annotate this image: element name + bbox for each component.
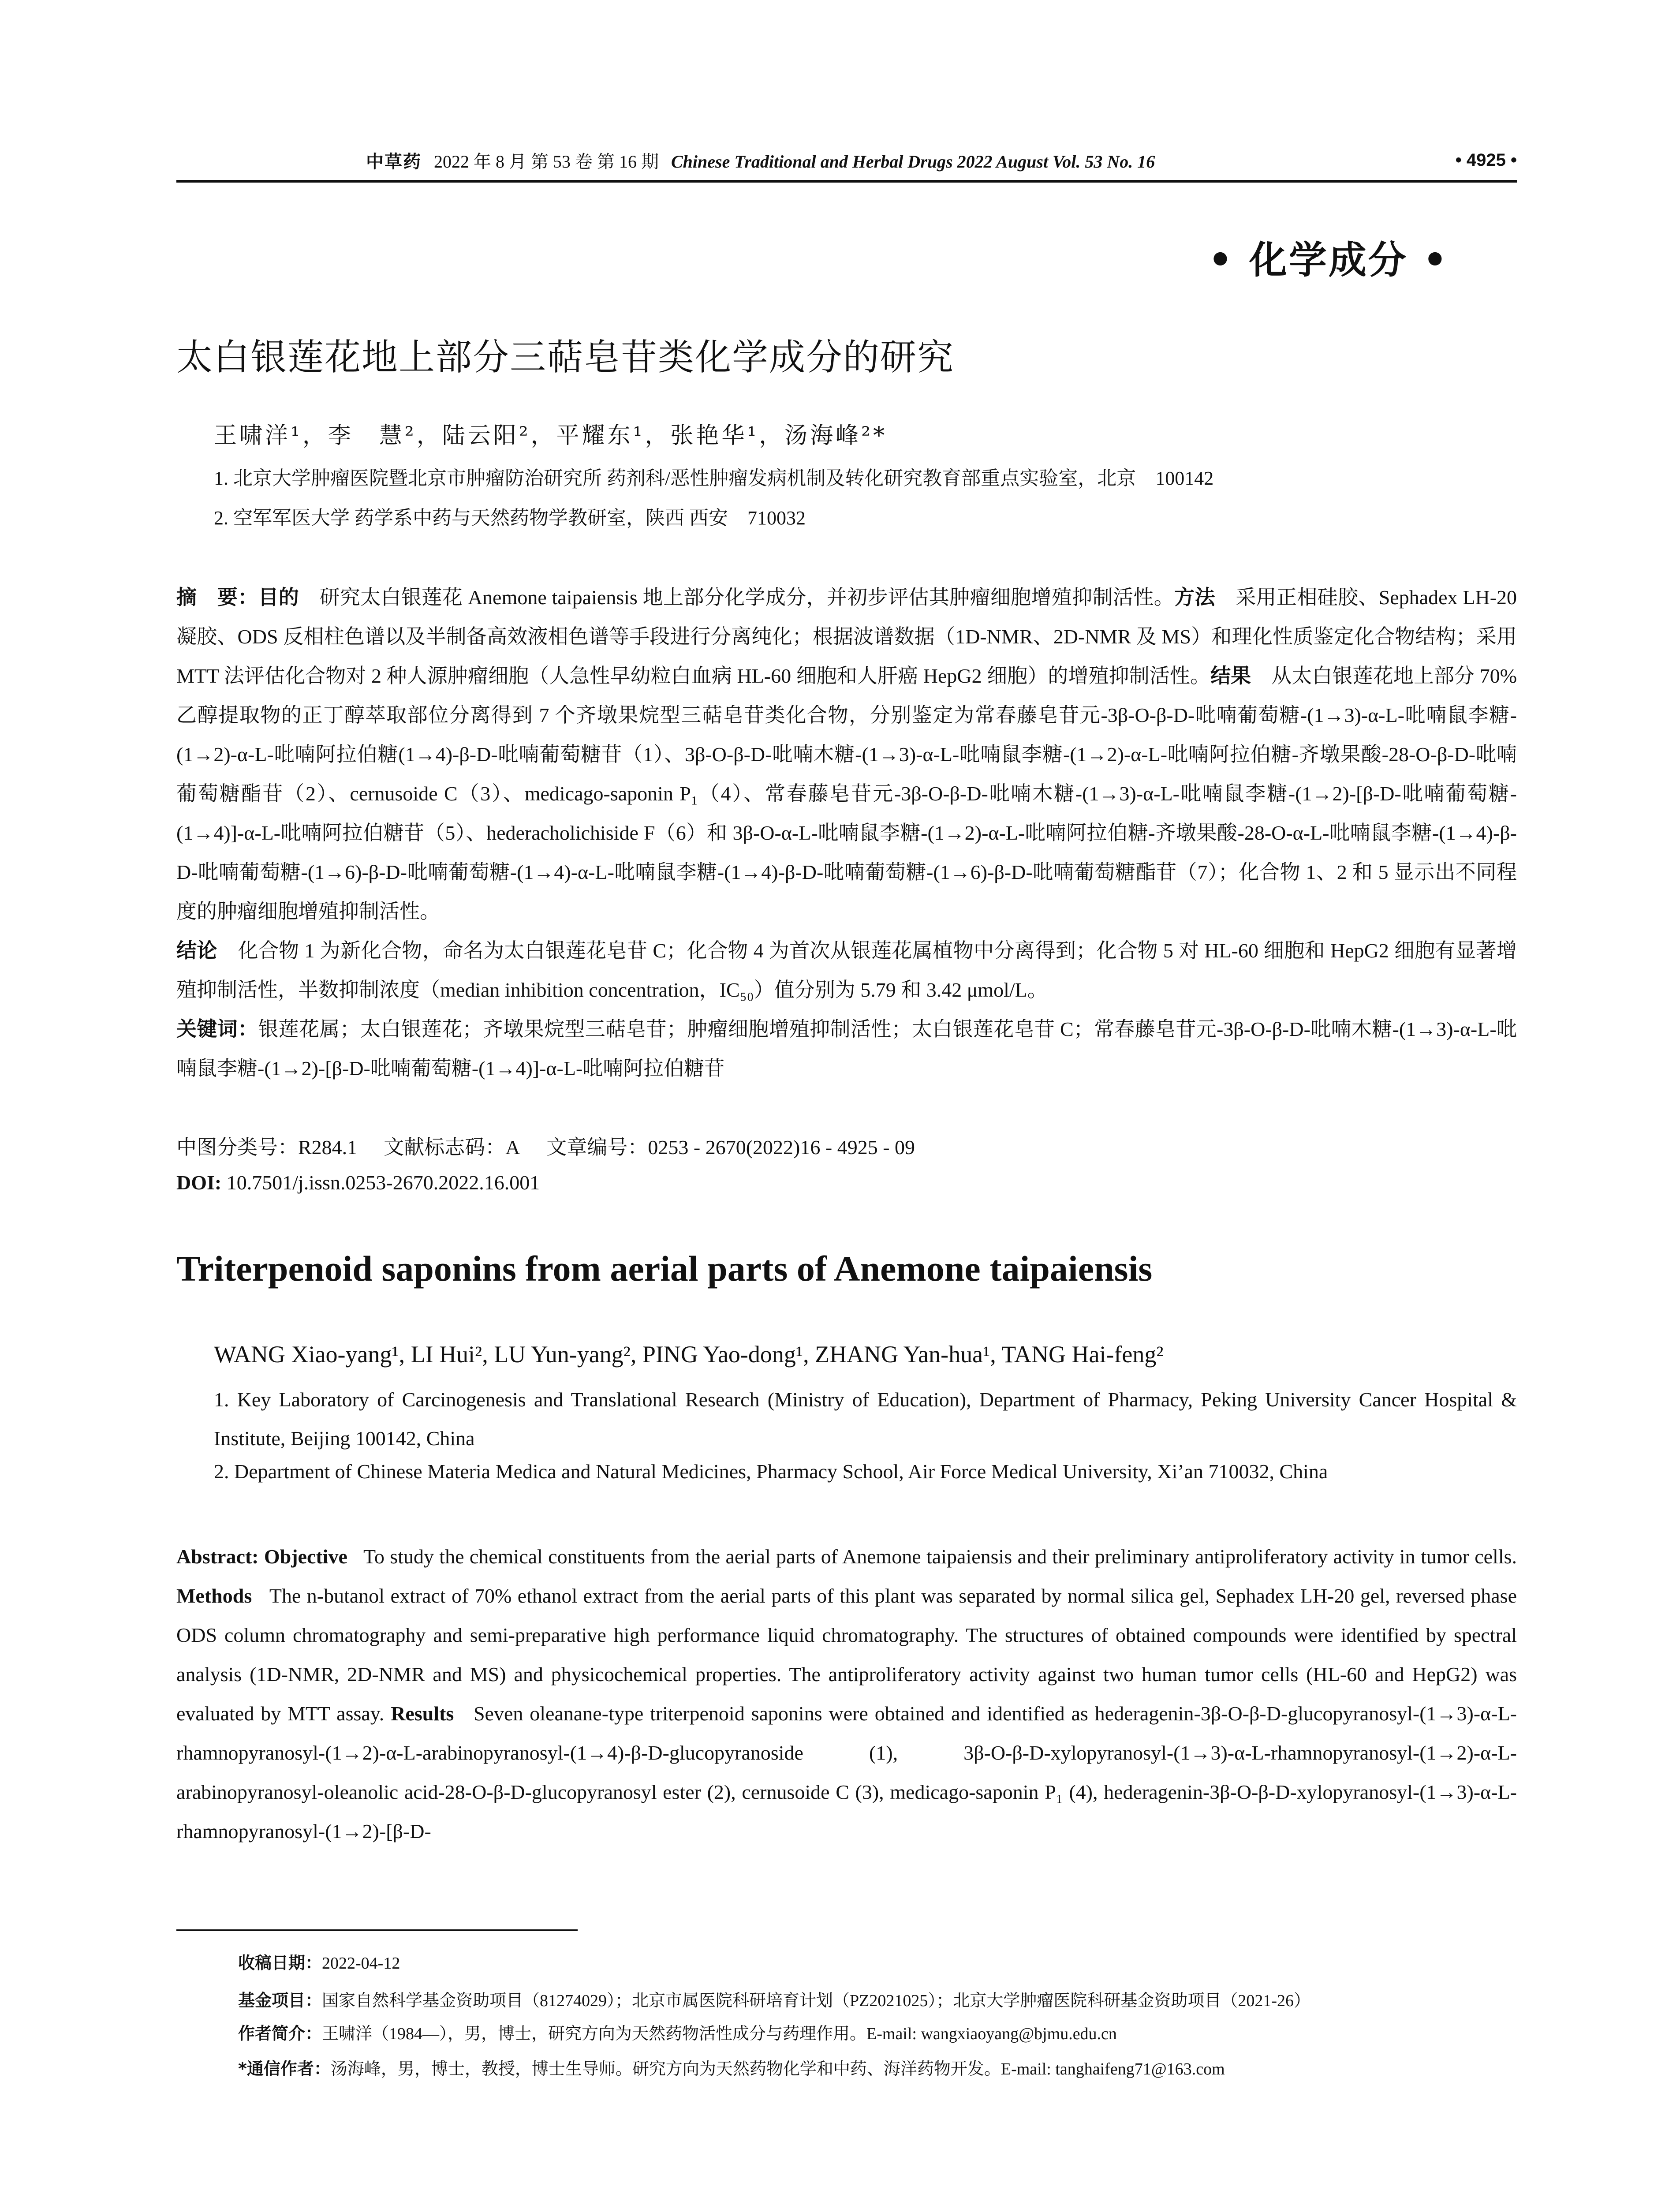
- journal-name-en: Chinese Traditional and Herbal Drugs 2022 August Vol. 53 No. 16: [671, 151, 1155, 172]
- journal-name-cn: 中草药: [366, 151, 422, 172]
- clc-field: [176, 1131, 357, 1160]
- clc-label: 中图分类号：: [176, 1135, 298, 1159]
- footnote-funding-label: 基金项目：: [238, 1991, 322, 2010]
- results-label-cn: 结果: [1210, 665, 1251, 687]
- affiliation-cn-2: 2. 空军军医大学 药学系中药与天然药物学教研室，陕西 西安 710032: [214, 507, 806, 529]
- abstract-en-label: Abstract:: [176, 1545, 259, 1568]
- page-number: • 4925 •: [1455, 150, 1517, 170]
- keywords-label-cn: 关键词：: [176, 1018, 258, 1040]
- footnote-divider: [176, 1929, 578, 1931]
- doi-line: [176, 1171, 540, 1194]
- article-number-value: 0253 - 2670(2022)16 - 4925 - 09: [648, 1136, 915, 1159]
- objective-text-en: To study the chemical constituents from the aerial parts of Anemone taipaiensis and their preliminary antiproliferatory activity in tumor cells.: [363, 1545, 1517, 1568]
- authors-cn: 王啸洋¹，李 慧²，陆云阳²，平耀东¹，张艳华¹，汤海峰²*: [214, 422, 888, 449]
- footnote-received: [238, 1949, 400, 1973]
- conclusion-text-cn: 化合物 1 为新化合物，命名为太白银莲花皂苷 C；化合物 4 为首次从银莲花属植物中分离得到；化合物 5 对 HL-60 细胞和 HepG2 细胞有显著增殖抑制活性，半数抑制浓度（median inhibition concentration，IC₅₀）值分别为 5.79 和 3.42 μmol/L。: [176, 939, 1517, 1001]
- footnote-received-label: 收稿日期：: [238, 1953, 322, 1973]
- title-en: Triterpenoid saponins from aerial parts of Anemone taipaiensis: [176, 1248, 1153, 1289]
- section-heading: • 化学成分 •: [1208, 238, 1449, 282]
- doi-label: DOI:: [176, 1171, 222, 1194]
- authors-en: WANG Xiao-yang¹, LI Hui², LU Yun-yang², PING Yao-dong¹, ZHANG Yan-hua¹, TANG Hai-feng²: [214, 1341, 1164, 1368]
- footnote-corresponding-text: 汤海峰，男，博士，教授，博士生导师。研究方向为天然药物化学和中药、海洋药物开发。E-mail: tanghaifeng71@163.com: [330, 2060, 1225, 2078]
- keywords-text-cn: 银莲花属；太白银莲花；齐墩果烷型三萜皂苷；肿瘤细胞增殖抑制活性；太白银莲花皂苷 C；常春藤皂苷元-3β-O-β-D-吡喃木糖-(1→3)-α-L-吡喃鼠李糖-(1→2)-[β-D-吡喃葡萄糖-(1→4)]-α-L-吡喃阿拉伯糖苷: [176, 1018, 1517, 1080]
- doc-code-label: 文献标志码：: [384, 1135, 506, 1159]
- doi-value: 10.7501/j.issn.0253-2670.2022.16.001: [226, 1171, 540, 1194]
- abstract-cn-label: 摘 要：: [176, 586, 258, 609]
- footnote-author-bio-label: 作者简介：: [238, 2024, 322, 2043]
- abstract-cn: [176, 578, 1517, 1088]
- issue-cn: 2022 年 8 月 第 53 卷 第 16 期: [434, 151, 659, 172]
- affiliation-en-1: 1. Key Laboratory of Carcinogenesis and Translational Research (Ministry of Education), Department of Pharmacy, Peking University Cancer Hospital & Institute, Beijing 100142, China: [214, 1388, 1517, 1450]
- article-number-field: [546, 1131, 915, 1160]
- running-header: [176, 140, 1517, 183]
- article-number-label: 文章编号：: [546, 1135, 648, 1159]
- objective-label-cn: 目的: [258, 586, 299, 609]
- doc-code-field: [384, 1131, 520, 1160]
- objective-text-cn: 研究太白银莲花 Anemone taipaiensis 地上部分化学成分，并初步评估其肿瘤细胞增殖抑制活性。: [319, 586, 1175, 609]
- results-text-en: Seven oleanane-type triterpenoid saponins were obtained and identified as hederagenin-3β-O-β-D-glucopyranosyl-(1→3)-α-L-rhamnopyranosyl-(1→2)-α-L-arabinopyranosyl-(1→4)-β-D-glucopyranoside (1), 3β-O-β-D-xylopyranosyl-(1→3)-α-L-rhamnopyranosyl-(1→2)-α-L-arabinopyranosyl-oleanolic acid-28-O-β-D-glucopyranosyl ester (2), cernusoide C (3), medicago-saponin P₁ (4), hederagenin-3β-O-β-D-xylopyranosyl-(1→3)-α-L-rhamnopyranosyl-(1→2)-[β-D-: [176, 1702, 1517, 1842]
- affiliation-cn-1: 1. 北京大学肿瘤医院暨北京市肿瘤防治研究所 药剂科/恶性肿瘤发病机制及转化研究教育部重点实验室，北京 100142: [214, 467, 1214, 489]
- objective-label-en: Objective: [264, 1545, 347, 1568]
- methods-text-cn: 采用正相硅胶、Sephadex LH-20 凝胶、ODS 反相柱色谱以及半制备高效液相色谱等手段进行分离纯化；根据波谱数据（1D-NMR、2D-NMR 及 MS）和理化性质鉴定化合物结构；采用 MTT 法评估化合物对 2 种人源肿瘤细胞（人急性早幼粒白血病 HL-60 细胞和人肝癌 HepG2 细胞）的增殖抑制活性。: [176, 586, 1517, 687]
- methods-label-cn: 方法: [1174, 586, 1215, 609]
- classification-line: [176, 1131, 915, 1160]
- affiliation-en-2: 2. Department of Chinese Materia Medica and Natural Medicines, Pharmacy School, Air Force Medical University, Xi’an 710032, China: [214, 1460, 1328, 1483]
- footnote-corresponding-label: *通信作者：: [238, 2059, 331, 2078]
- footnote-funding-text: 国家自然科学基金资助项目（81274029）；北京市属医院科研培育计划（PZ2021025）；北京大学肿瘤医院科研基金资助项目（2021-26）: [322, 1992, 1311, 2010]
- conclusion-label-cn: 结论: [176, 939, 217, 962]
- footnote-author-bio: [238, 2020, 1117, 2044]
- results-text-cn: 从太白银莲花地上部分 70%乙醇提取物的正丁醇萃取部位分离得到 7 个齐墩果烷型三萜皂苷类化合物，分别鉴定为常春藤皂苷元-3β-O-β-D-吡喃葡萄糖-(1→3)-α-L-吡喃鼠李糖-(1→2)-α-L-吡喃阿拉伯糖(1→4)-β-D-吡喃葡萄糖苷（1）、3β-O-β-D-吡喃木糖-(1→3)-α-L-吡喃鼠李糖-(1→2)-α-L-吡喃阿拉伯糖-齐墩果酸-28-O-β-D-吡喃葡萄糖酯苷（2）、cernusoide C（3）、medicago-saponin P₁（4）、常春藤皂苷元-3β-O-β-D-吡喃木糖-(1→3)-α-L-吡喃鼠李糖-(1→2)-[β-D-吡喃葡萄糖-(1→4)]-α-L-吡喃阿拉伯糖苷（5）、hederacholichiside F（6）和 3β-O-α-L-吡喃鼠李糖-(1→2)-α-L-吡喃阿拉伯糖-齐墩果酸-28-O-α-L-吡喃鼠李糖-(1→4)-β-D-吡喃葡萄糖-(1→6)-β-D-吡喃葡萄糖-(1→4)-α-L-吡喃鼠李糖-(1→4)-β-D-吡喃葡萄糖-(1→6)-β-D-吡喃葡萄糖酯苷（7）；化合物 1、2 和 5 显示出不同程度的肿瘤细胞增殖抑制活性。: [176, 665, 1517, 923]
- results-label-en: Results: [391, 1702, 454, 1725]
- footnote-corresponding: [238, 2055, 1225, 2079]
- methods-text-en: The n-butanol extract of 70% ethanol extract from the aerial parts of this plant was separated by normal silica gel, Sephadex LH-20 gel, reversed phase ODS column chromatography and semi-preparative high performance liquid chromatography. The structures of obtained compounds were identified by spectral analysis (1D-NMR, 2D-NMR and MS) and physicochemical properties. The antiproliferatory activity against two human tumor cells (HL-60 and HepG2) was evaluated by MTT assay.: [176, 1585, 1517, 1725]
- abstract-en: [176, 1537, 1517, 1851]
- doc-code-value: A: [505, 1136, 520, 1159]
- footnote-funding: [238, 1987, 1310, 2011]
- clc-value: R284.1: [298, 1136, 358, 1159]
- title-cn: 太白银莲花地上部分三萜皂苷类化学成分的研究: [176, 336, 955, 378]
- running-header-center: [366, 148, 1155, 173]
- footnote-received-text: 2022-04-12: [322, 1954, 400, 1973]
- methods-label-en: Methods: [176, 1585, 252, 1607]
- footnote-author-bio-text: 王啸洋（1984—），男，博士，研究方向为天然药物活性成分与药理作用。E-mail: wangxiaoyang@bjmu.edu.cn: [322, 2025, 1117, 2043]
